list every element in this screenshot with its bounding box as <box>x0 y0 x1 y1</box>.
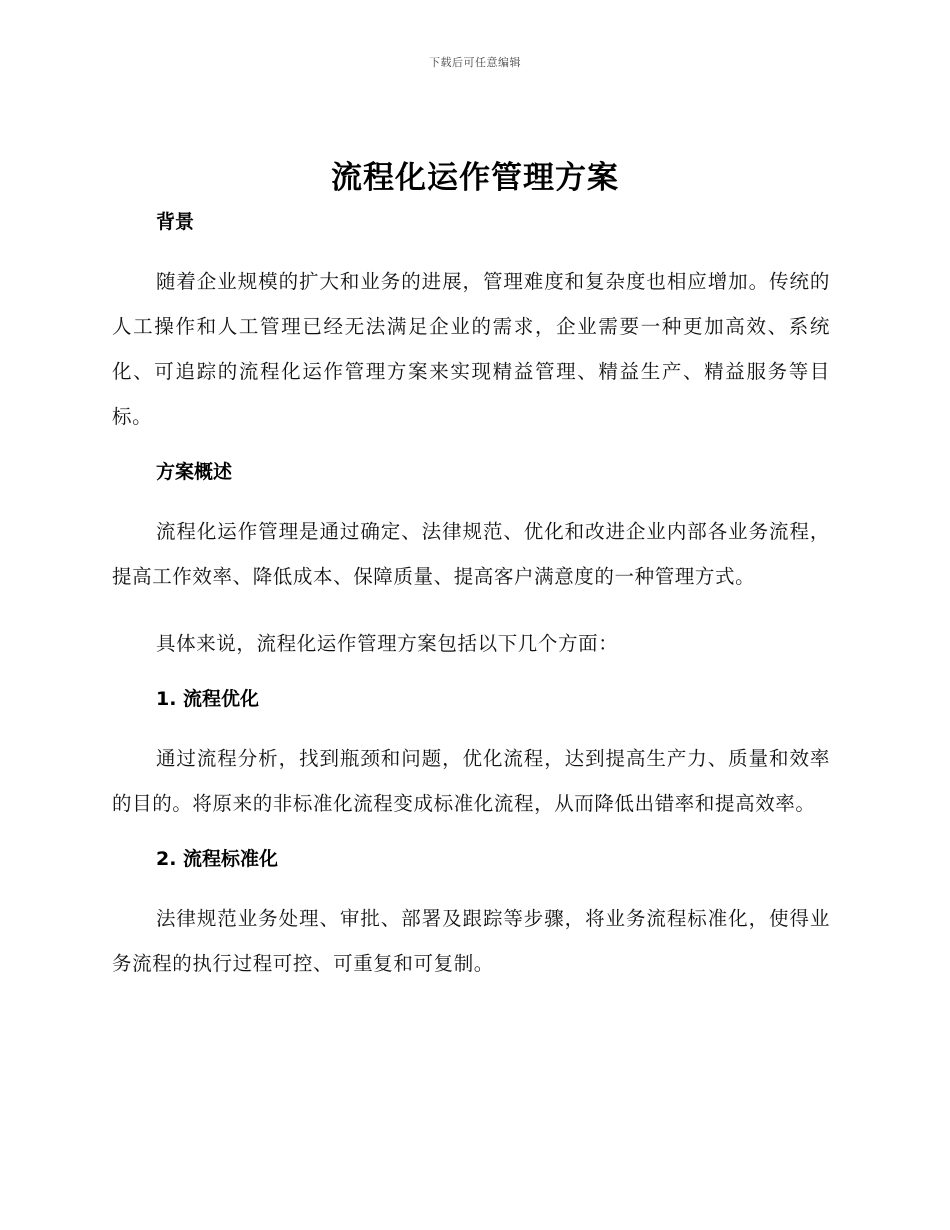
section-heading-background: 背景 <box>156 211 195 233</box>
section-heading-overview: 方案概述 <box>156 461 233 483</box>
paragraph-process-optimization: 通过流程分析，找到瓶颈和问题，优化流程，达到提高生产力、质量和效率的目的。将原来的非标准化流程变成标准化流程，从而降低出错率和提高效率。 <box>112 747 830 815</box>
paragraph-overview: 流程化运作管理是通过确定、法律规范、优化和改进企业内部各业务流程，提高工作效率、降低成本、保障质量、提高客户满意度的一种管理方式。 <box>112 520 830 588</box>
section-heading-process-standardization: 2. 流程标准化 <box>156 848 279 870</box>
document-title: 流程化运作管理方案 <box>331 160 619 196</box>
paragraph-background: 随着企业规模的扩大和业务的进展，管理难度和复杂度也相应增加。传统的人工操作和人工管理已经无法满足企业的需求，企业需要一种更加高效、系统化、可追踪的流程化运作管理方案来实现精益管理、精益生产、精益服务等目标。 <box>112 270 830 428</box>
document-body <box>112 205 830 986</box>
section-heading-process-optimization: 1. 流程优化 <box>156 688 260 710</box>
paragraph-process-standardization: 法律规范业务处理、审批、部署及跟踪等步骤，将业务流程标准化，使得业务流程的执行过程可控、可重复和可复制。 <box>112 907 830 975</box>
running-header: 下载后可任意编辑 <box>429 56 521 69</box>
paragraph-overview-detail: 具体来说，流程化运作管理方案包括以下几个方面： <box>156 632 619 655</box>
